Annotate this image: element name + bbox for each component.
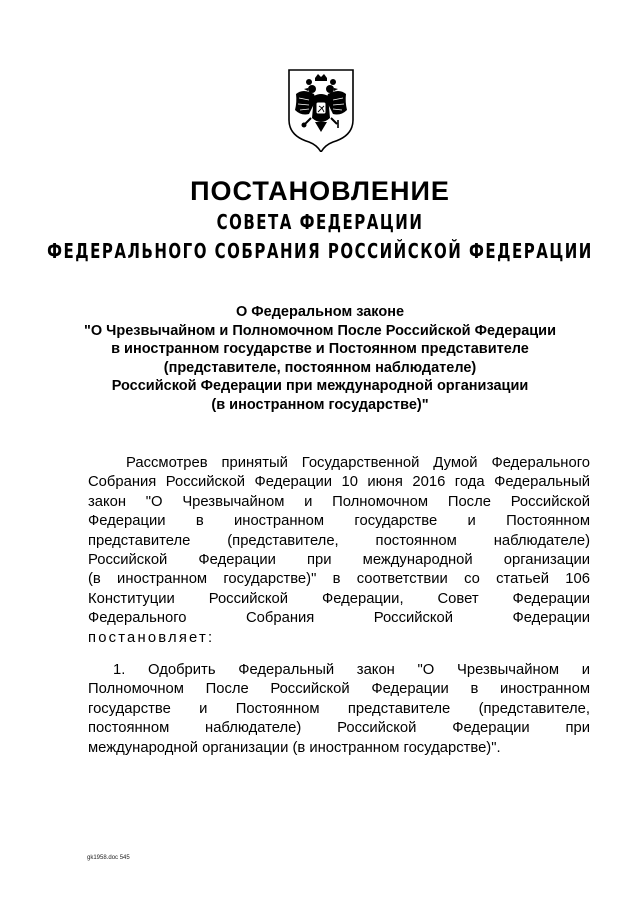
- paragraph-line: Конституции Российской Федерации, Совет Федерации: [88, 590, 590, 607]
- paragraph-line: 1. Одобрить Федеральный закон "О Чрезвычайном и: [113, 662, 590, 678]
- paragraph-line: закон "О Чрезвычайном и Полномочном После Российской: [88, 493, 590, 510]
- document-subtitle-line2: ФЕДЕРАЛЬНОГО СОБРАНИЯ РОССИЙСКОЙ ФЕДЕРАЦИИ: [47, 239, 593, 264]
- law-title: [60, 303, 580, 414]
- law-title-line: "О Чрезвычайном и Полномочном После Российской Федерации: [84, 322, 556, 339]
- law-title-line: Российской Федерации при международной организации: [111, 378, 529, 394]
- paragraph-line: Федерации в иностранном государстве и Постоянном: [88, 513, 590, 530]
- footer-doc-code: gk1958.doc 545: [87, 855, 130, 861]
- law-title-line: в иностранном государстве и Постоянном представителе: [111, 341, 529, 357]
- paragraph-line: представителе (представителе, постоянном наблюдателе): [88, 532, 590, 549]
- document-title: ПОСТАНОВЛЕНИЕ: [190, 176, 450, 206]
- paragraph-line: государстве и Постоянном представителе (представителе,: [88, 700, 590, 717]
- paragraph-line: Российской Федерации при международной организации: [88, 552, 590, 569]
- law-title-line: (в иностранном государстве)": [211, 396, 429, 413]
- coat-of-arms-emblem-icon: [287, 68, 355, 152]
- paragraph-line: Собрания Российской Федерации 10 июня 2016 года Федеральный: [88, 474, 590, 491]
- paragraph-line: (в иностранном государстве)" в соответствии со статьей 106: [88, 571, 590, 588]
- document-subtitle-line1: СОВЕТА ФЕДЕРАЦИИ: [216, 210, 424, 235]
- paragraph-line: Рассмотрев принятый Государственной Думой Федерального: [126, 455, 590, 471]
- paragraph-considering: [88, 454, 590, 648]
- paragraph-line: постоянном наблюдателе) Российской Федерации при: [88, 720, 590, 737]
- paragraph-line: международной организации (в иностранном государстве)".: [88, 739, 501, 756]
- law-title-line: (представителе, постоянном наблюдателе): [163, 359, 477, 376]
- paragraph-line: Полномочном После Российской Федерации в иностранном: [88, 681, 590, 698]
- paragraph-line: Федерального Собрания Российской Федерации: [88, 610, 590, 627]
- law-title-line: О Федеральном законе: [235, 304, 405, 320]
- resolves-keyword: постановляет:: [88, 629, 215, 646]
- paragraph-approve: [88, 661, 590, 758]
